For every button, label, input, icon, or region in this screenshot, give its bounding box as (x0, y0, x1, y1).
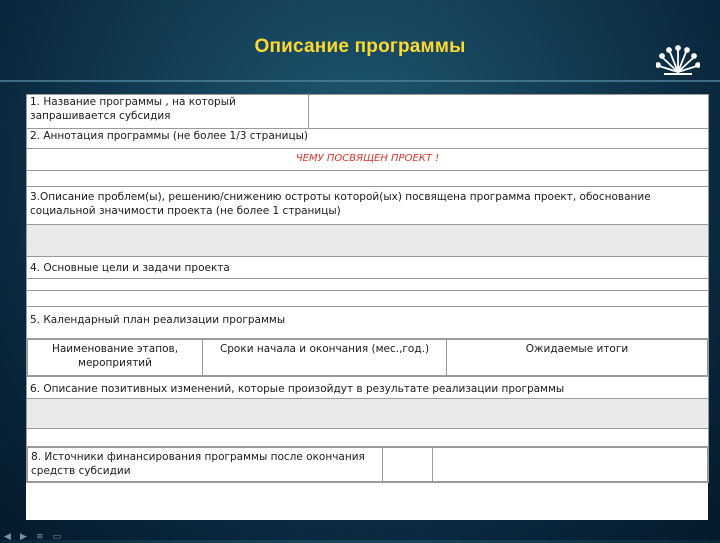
plan-header-stages: Наименование этапов, мероприятий (28, 340, 203, 376)
funding-sources-field[interactable] (383, 448, 433, 482)
program-name-label: 1. Название программы , на который запрашивается субсидия (27, 95, 309, 129)
prev-icon[interactable]: ◀ (4, 532, 11, 542)
problem-description-field[interactable] (27, 225, 709, 257)
annotation-label: 2. Аннотация программы (не более 1/3 страницы) (27, 129, 709, 149)
calendar-plan-table (27, 339, 709, 377)
annotation-field[interactable] (27, 171, 709, 187)
positive-changes-field-2[interactable] (27, 429, 709, 447)
form-table (26, 94, 709, 483)
goals-label: 4. Основные цели и задачи проекта (27, 257, 709, 279)
positive-changes-label: 6. Описание позитивных изменений, которые произойдут в результате реализации программы (27, 377, 709, 399)
annotation-hint[interactable]: ЧЕМУ ПОСВЯЩЕН ПРОЕКТ ! (27, 149, 709, 171)
plan-header-dates: Сроки начала и окончания (мес.,год.) (203, 340, 447, 376)
next-icon[interactable]: ▶ (20, 532, 27, 542)
slide-navigation (4, 524, 74, 542)
calendar-plan-label: 5. Календарный план реализации программы (27, 307, 709, 339)
funding-sources-row (27, 447, 709, 483)
title-divider (0, 80, 720, 82)
funding-sources-field-2[interactable] (433, 448, 708, 482)
slide-title: Описание программы (254, 36, 466, 57)
menu-icon[interactable]: ≡ (36, 532, 44, 542)
positive-changes-field[interactable] (27, 399, 709, 429)
funding-sources-label: 8. Источники финансирования программы после окончания средств субсидии (28, 448, 383, 482)
problem-description-label: 3.Описание проблем(ы), решению/снижению остроты которой(ых) посвящена программа проект, обоснование социальной значимости проекта (не более 1 страницы) (27, 187, 709, 225)
sunburst-logo-icon (656, 42, 700, 78)
screen-icon[interactable]: ▭ (52, 532, 62, 542)
goals-field-2[interactable] (27, 291, 709, 307)
application-form (26, 94, 708, 520)
goals-field[interactable] (27, 279, 709, 291)
program-name-field[interactable] (309, 95, 709, 129)
plan-header-results: Ожидаемые итоги (447, 340, 708, 376)
